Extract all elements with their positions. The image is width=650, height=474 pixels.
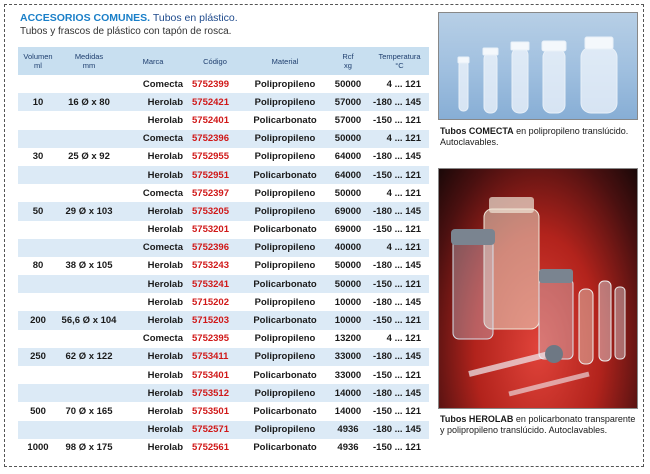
cell-medidas: 29 Ø x 103 bbox=[58, 202, 120, 220]
header-rcf: Rcf xg bbox=[326, 47, 370, 75]
cell-volumen: 10 bbox=[18, 93, 58, 111]
cell-volumen bbox=[18, 111, 58, 129]
cell-medidas: 62 Ø x 122 bbox=[58, 348, 120, 366]
cell-volumen: 250 bbox=[18, 348, 58, 366]
cell-medidas bbox=[58, 130, 120, 148]
table-row bbox=[18, 93, 429, 111]
cell-volumen: 30 bbox=[18, 148, 58, 166]
table-row bbox=[18, 166, 429, 184]
cell-codigo: 5753401 bbox=[186, 366, 244, 384]
cell-rcf: 14000 bbox=[326, 402, 370, 420]
cell-codigo: 5715202 bbox=[186, 293, 244, 311]
cell-temperatura: 4 ... 121 bbox=[370, 75, 429, 93]
cell-temperatura: -150 ... 121 bbox=[370, 275, 429, 293]
table-row bbox=[18, 130, 429, 148]
table-row bbox=[18, 311, 429, 329]
cell-rcf: 50000 bbox=[326, 275, 370, 293]
cell-rcf: 33000 bbox=[326, 366, 370, 384]
cell-rcf: 4936 bbox=[326, 439, 370, 457]
header-temperatura: Temperatura °C bbox=[370, 47, 429, 75]
cell-temperatura: -180 ... 145 bbox=[370, 384, 429, 402]
cell-medidas bbox=[58, 184, 120, 202]
cell-material: Policarbonato bbox=[244, 311, 326, 329]
cell-codigo: 5752399 bbox=[186, 75, 244, 93]
cell-material: Policarbonato bbox=[244, 275, 326, 293]
cell-volumen bbox=[18, 275, 58, 293]
table-row bbox=[18, 421, 429, 439]
cell-medidas: 38 Ø x 105 bbox=[58, 257, 120, 275]
table-row bbox=[18, 257, 429, 275]
cell-rcf: 50000 bbox=[326, 257, 370, 275]
cell-rcf: 50000 bbox=[326, 75, 370, 93]
heading-accent: ACCESORIOS COMUNES. bbox=[20, 12, 151, 24]
cell-codigo: 5752561 bbox=[186, 439, 244, 457]
cell-codigo: 5753411 bbox=[186, 348, 244, 366]
cell-temperatura: 4 ... 121 bbox=[370, 130, 429, 148]
cell-marca: Herolab bbox=[120, 275, 186, 293]
cell-codigo: 5752397 bbox=[186, 184, 244, 202]
cell-rcf: 14000 bbox=[326, 384, 370, 402]
cell-temperatura: -150 ... 121 bbox=[370, 166, 429, 184]
cell-volumen: 80 bbox=[18, 257, 58, 275]
cell-material: Policarbonato bbox=[244, 439, 326, 457]
cell-marca: Herolab bbox=[120, 111, 186, 129]
cell-material: Policarbonato bbox=[244, 402, 326, 420]
cell-rcf: 64000 bbox=[326, 166, 370, 184]
cell-rcf: 57000 bbox=[326, 111, 370, 129]
cell-volumen bbox=[18, 330, 58, 348]
cell-medidas: 98 Ø x 175 bbox=[58, 439, 120, 457]
cell-marca: Comecta bbox=[120, 330, 186, 348]
cell-marca: Herolab bbox=[120, 293, 186, 311]
section-heading bbox=[20, 12, 430, 38]
cell-rcf: 69000 bbox=[326, 202, 370, 220]
cell-material: Polipropileno bbox=[244, 184, 326, 202]
cell-material: Polipropileno bbox=[244, 75, 326, 93]
cell-volumen bbox=[18, 384, 58, 402]
cell-rcf: 13200 bbox=[326, 330, 370, 348]
cell-medidas bbox=[58, 384, 120, 402]
cell-material: Policarbonato bbox=[244, 366, 326, 384]
cell-temperatura: -150 ... 121 bbox=[370, 111, 429, 129]
cell-temperatura: -180 ... 145 bbox=[370, 293, 429, 311]
table-row bbox=[18, 348, 429, 366]
cell-temperatura: -150 ... 121 bbox=[370, 402, 429, 420]
table-row bbox=[18, 111, 429, 129]
cell-marca: Herolab bbox=[120, 148, 186, 166]
cell-medidas: 25 Ø x 92 bbox=[58, 148, 120, 166]
cell-volumen bbox=[18, 184, 58, 202]
cell-codigo: 5715203 bbox=[186, 311, 244, 329]
cell-medidas bbox=[58, 421, 120, 439]
cell-volumen bbox=[18, 239, 58, 257]
cell-codigo: 5752955 bbox=[186, 148, 244, 166]
cell-medidas bbox=[58, 239, 120, 257]
cell-marca: Herolab bbox=[120, 221, 186, 239]
cell-volumen: 500 bbox=[18, 402, 58, 420]
cell-temperatura: -180 ... 145 bbox=[370, 257, 429, 275]
cell-medidas: 56,6 Ø x 104 bbox=[58, 311, 120, 329]
cell-marca: Herolab bbox=[120, 257, 186, 275]
cell-marca: Herolab bbox=[120, 421, 186, 439]
cell-rcf: 33000 bbox=[326, 348, 370, 366]
cell-material: Policarbonato bbox=[244, 111, 326, 129]
cell-marca: Comecta bbox=[120, 184, 186, 202]
cell-rcf: 50000 bbox=[326, 130, 370, 148]
cell-temperatura: 4 ... 121 bbox=[370, 184, 429, 202]
comecta-caption: Tubos COMECTA en polipropileno translúcido. Autoclavables. bbox=[440, 126, 629, 147]
cell-rcf: 69000 bbox=[326, 221, 370, 239]
cell-material: Polipropileno bbox=[244, 384, 326, 402]
table-header-row bbox=[18, 47, 429, 75]
cell-rcf: 40000 bbox=[326, 239, 370, 257]
cell-marca: Comecta bbox=[120, 130, 186, 148]
heading-subtitle: Tubos y frascos de plástico con tapón de rosca. bbox=[20, 26, 232, 37]
heading-title: Tubos en plástico. bbox=[150, 12, 238, 24]
cell-volumen: 50 bbox=[18, 202, 58, 220]
cell-temperatura: -180 ... 145 bbox=[370, 348, 429, 366]
cell-marca: Herolab bbox=[120, 311, 186, 329]
cell-rcf: 64000 bbox=[326, 148, 370, 166]
cell-marca: Herolab bbox=[120, 384, 186, 402]
cell-marca: Herolab bbox=[120, 202, 186, 220]
cell-codigo: 5752396 bbox=[186, 130, 244, 148]
cell-temperatura: 4 ... 121 bbox=[370, 330, 429, 348]
cell-rcf: 57000 bbox=[326, 93, 370, 111]
cell-codigo: 5753243 bbox=[186, 257, 244, 275]
table-row bbox=[18, 239, 429, 257]
cell-temperatura: -150 ... 121 bbox=[370, 439, 429, 457]
header-material: Material bbox=[244, 47, 326, 75]
table-row bbox=[18, 330, 429, 348]
cell-marca: Herolab bbox=[120, 166, 186, 184]
cell-volumen bbox=[18, 166, 58, 184]
cell-codigo: 5753205 bbox=[186, 202, 244, 220]
cell-volumen bbox=[18, 366, 58, 384]
cell-temperatura: -150 ... 121 bbox=[370, 366, 429, 384]
header-codigo: Código bbox=[186, 47, 244, 75]
cell-medidas bbox=[58, 330, 120, 348]
cell-codigo: 5752396 bbox=[186, 239, 244, 257]
cell-volumen bbox=[18, 221, 58, 239]
cell-marca: Herolab bbox=[120, 366, 186, 384]
cell-material: Polipropileno bbox=[244, 202, 326, 220]
cell-rcf: 10000 bbox=[326, 311, 370, 329]
comecta-tubes-photo bbox=[438, 12, 638, 120]
cell-marca: Herolab bbox=[120, 402, 186, 420]
cell-medidas bbox=[58, 221, 120, 239]
cell-material: Policarbonato bbox=[244, 166, 326, 184]
cell-medidas bbox=[58, 275, 120, 293]
cell-rcf: 10000 bbox=[326, 293, 370, 311]
cell-material: Policarbonato bbox=[244, 221, 326, 239]
table-row bbox=[18, 402, 429, 420]
table-row bbox=[18, 184, 429, 202]
cell-codigo: 5752951 bbox=[186, 166, 244, 184]
cell-codigo: 5752401 bbox=[186, 111, 244, 129]
cell-temperatura: -180 ... 145 bbox=[370, 93, 429, 111]
cell-material: Polipropileno bbox=[244, 239, 326, 257]
cell-temperatura: -150 ... 121 bbox=[370, 311, 429, 329]
table-row bbox=[18, 148, 429, 166]
cell-temperatura: 4 ... 121 bbox=[370, 239, 429, 257]
cell-temperatura: -180 ... 145 bbox=[370, 148, 429, 166]
cell-material: Polipropileno bbox=[244, 93, 326, 111]
cell-rcf: 4936 bbox=[326, 421, 370, 439]
cell-temperatura: -180 ... 145 bbox=[370, 202, 429, 220]
cell-medidas bbox=[58, 293, 120, 311]
cell-volumen bbox=[18, 421, 58, 439]
cell-material: Polipropileno bbox=[244, 330, 326, 348]
cell-material: Polipropileno bbox=[244, 293, 326, 311]
table-row bbox=[18, 221, 429, 239]
cell-material: Polipropileno bbox=[244, 421, 326, 439]
cell-medidas: 16 Ø x 80 bbox=[58, 93, 120, 111]
comecta-tubes-illustration bbox=[439, 13, 638, 120]
cell-codigo: 5752421 bbox=[186, 93, 244, 111]
cell-marca: Comecta bbox=[120, 75, 186, 93]
cell-marca: Herolab bbox=[120, 348, 186, 366]
cell-codigo: 5753512 bbox=[186, 384, 244, 402]
cell-codigo: 5752571 bbox=[186, 421, 244, 439]
cell-material: Polipropileno bbox=[244, 148, 326, 166]
cell-volumen bbox=[18, 75, 58, 93]
cell-medidas bbox=[58, 75, 120, 93]
table-row bbox=[18, 202, 429, 220]
table-row bbox=[18, 75, 429, 93]
cell-codigo: 5753201 bbox=[186, 221, 244, 239]
table-row bbox=[18, 366, 429, 384]
table-row bbox=[18, 384, 429, 402]
cell-codigo: 5752395 bbox=[186, 330, 244, 348]
cell-marca: Herolab bbox=[120, 93, 186, 111]
cell-temperatura: -150 ... 121 bbox=[370, 221, 429, 239]
header-medidas: Medidas mm bbox=[58, 47, 120, 75]
table-row bbox=[18, 439, 429, 457]
cell-material: Polipropileno bbox=[244, 257, 326, 275]
cell-volumen bbox=[18, 293, 58, 311]
cell-volumen bbox=[18, 130, 58, 148]
cell-volumen: 1000 bbox=[18, 439, 58, 457]
cell-codigo: 5753241 bbox=[186, 275, 244, 293]
cell-medidas bbox=[58, 166, 120, 184]
cell-rcf: 50000 bbox=[326, 184, 370, 202]
cell-codigo: 5753501 bbox=[186, 402, 244, 420]
table-row bbox=[18, 293, 429, 311]
herolab-tubes-photo bbox=[438, 168, 638, 409]
table-row bbox=[18, 275, 429, 293]
cell-marca: Comecta bbox=[120, 239, 186, 257]
cell-medidas bbox=[58, 366, 120, 384]
cell-medidas bbox=[58, 111, 120, 129]
cell-temperatura: -180 ... 145 bbox=[370, 421, 429, 439]
header-volumen: Volumen ml bbox=[18, 47, 58, 75]
cell-marca: Herolab bbox=[120, 439, 186, 457]
cell-volumen: 200 bbox=[18, 311, 58, 329]
herolab-caption: Tubos HEROLAB en policarbonato transparente y polipropileno translúcido. Autoclavables. bbox=[440, 414, 636, 435]
cell-medidas: 70 Ø x 165 bbox=[58, 402, 120, 420]
product-table bbox=[18, 47, 429, 457]
cell-material: Polipropileno bbox=[244, 130, 326, 148]
herolab-tubes-illustration bbox=[439, 169, 638, 409]
header-marca: Marca bbox=[120, 47, 186, 75]
cell-material: Polipropileno bbox=[244, 348, 326, 366]
